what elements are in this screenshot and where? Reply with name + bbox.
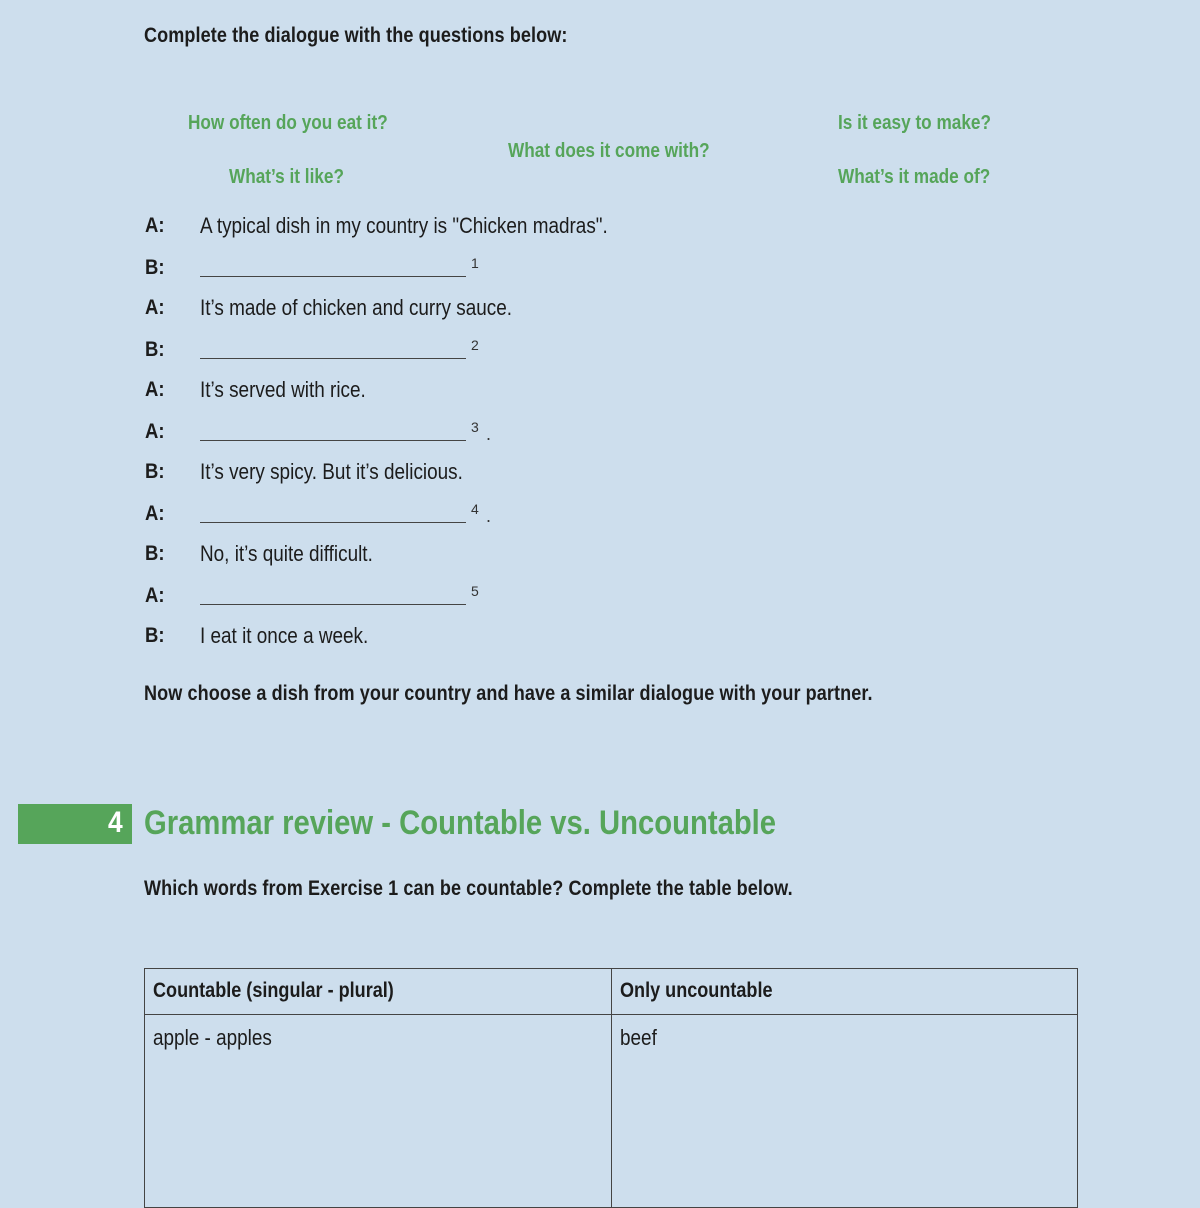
speaker-label: A: xyxy=(145,502,165,525)
blank-period: . xyxy=(486,424,492,444)
question-option: What does it come with? xyxy=(508,140,710,162)
answer-blank[interactable] xyxy=(200,440,466,441)
blank-number: 1 xyxy=(471,255,479,271)
question-option: What’s it like? xyxy=(229,166,345,188)
question-option: Is it easy to make? xyxy=(838,112,991,134)
answer-blank[interactable] xyxy=(200,522,466,523)
speaker-label: A: xyxy=(145,296,165,319)
speaker-label: B: xyxy=(145,256,165,279)
blank-period: . xyxy=(486,506,492,526)
dialogue-line: It’s made of chicken and curry sauce. xyxy=(200,295,512,320)
section-title: Grammar review - Countable vs. Uncountable xyxy=(144,804,777,842)
speaker-label: B: xyxy=(145,460,165,483)
table-column-divider xyxy=(611,969,612,1207)
answer-blank[interactable] xyxy=(200,604,466,605)
dialogue-line: A typical dish in my country is "Chicken madras". xyxy=(200,213,608,238)
blank-number: 2 xyxy=(471,337,479,353)
dialogue-line: It’s served with rice. xyxy=(200,377,366,402)
countable-table xyxy=(144,968,1078,1208)
answer-blank[interactable] xyxy=(200,276,466,277)
partner-instruction: Now choose a dish from your country and have a similar dialogue with your partner. xyxy=(144,682,873,705)
blank-number: 3 xyxy=(471,419,479,435)
question-option: How often do you eat it? xyxy=(188,112,388,134)
table-header-uncountable: Only uncountable xyxy=(620,979,773,1002)
speaker-label: B: xyxy=(145,624,165,647)
answer-blank[interactable] xyxy=(200,358,466,359)
table-instruction: Which words from Exercise 1 can be countable? Complete the table below. xyxy=(144,877,793,900)
blank-number: 5 xyxy=(471,583,479,599)
dialogue-line: No, it’s quite difficult. xyxy=(200,541,373,566)
table-cell-countable[interactable]: apple - apples xyxy=(153,1025,272,1050)
table-header-divider xyxy=(145,1014,1077,1015)
section-number: 4 xyxy=(108,806,123,839)
blank-number: 4 xyxy=(471,501,479,517)
speaker-label: B: xyxy=(145,338,165,361)
speaker-label: B: xyxy=(145,542,165,565)
dialogue-line: It’s very spicy. But it’s delicious. xyxy=(200,459,463,484)
speaker-label: A: xyxy=(145,214,165,237)
table-header-countable: Countable (singular - plural) xyxy=(153,979,394,1002)
speaker-label: A: xyxy=(145,420,165,443)
question-option: What’s it made of? xyxy=(838,166,991,188)
dialogue-instruction: Complete the dialogue with the questions below: xyxy=(144,24,568,47)
table-cell-uncountable[interactable]: beef xyxy=(620,1025,657,1050)
speaker-label: A: xyxy=(145,584,165,607)
dialogue-line: I eat it once a week. xyxy=(200,623,369,648)
speaker-label: A: xyxy=(145,378,165,401)
